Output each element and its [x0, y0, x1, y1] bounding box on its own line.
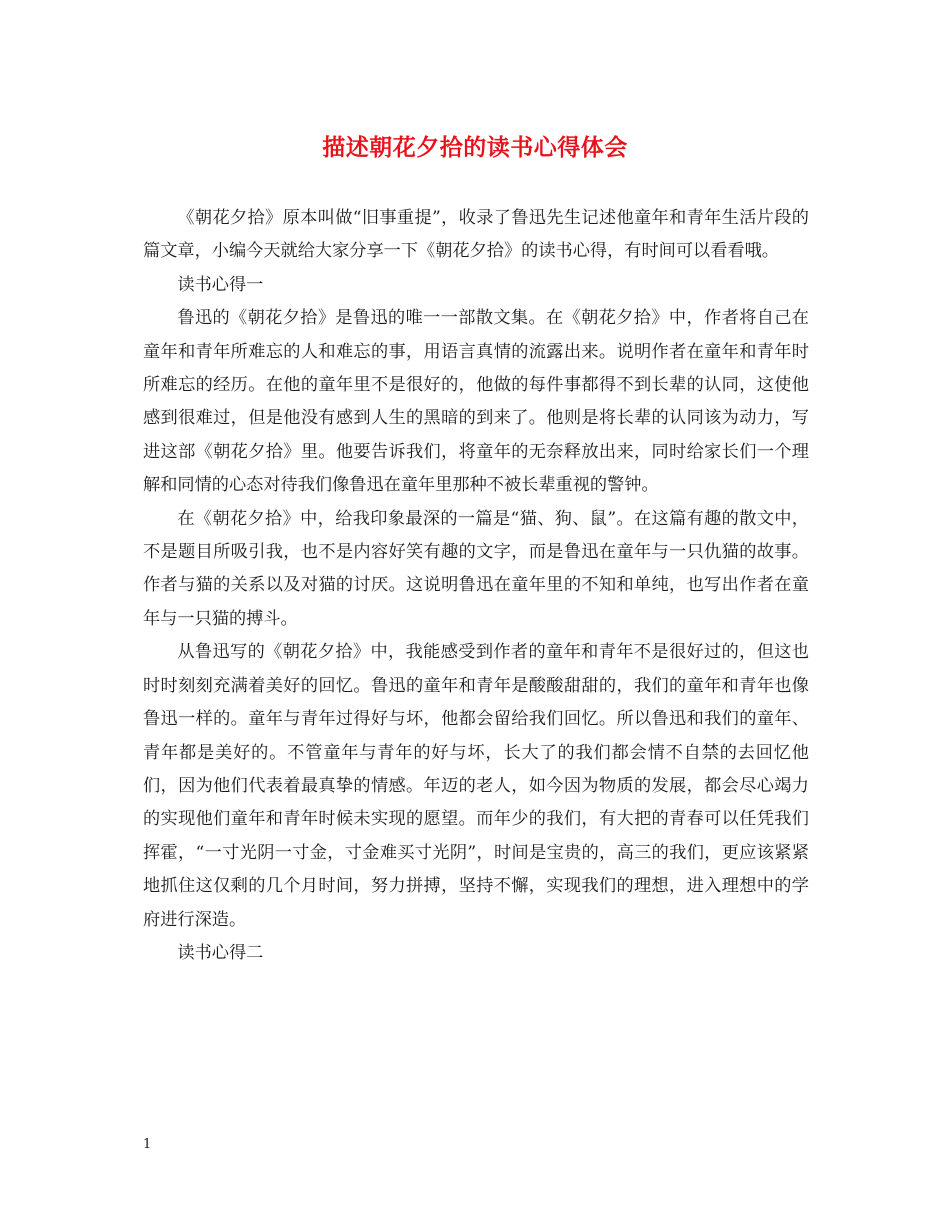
body-paragraph: 从鲁迅写的《朝花夕拾》中，我能感受到作者的童年和青年不是很好过的，但这也时时刻刻充满着美好的回忆。鲁迅的童年和青年是酸酸甜甜的，我们的童年和青年也像鲁迅一样的。童年与青年过得好与坏，他都会留给我们回忆。所以鲁迅和我们的童年、青年都是美好的。不管童年与青年的好与坏，长大了的我们都会情不自禁的去回忆他们，因为他们代表着最真挚的情感。年迈的老人，如今因为物质的发展，都会尽心竭力的实现他们童年和青年时候未实现的愿望。而年少的我们，有大把的青春可以任凭我们挥霍，“一寸光阴一寸金，寸金难买寸光阴”，时间是宝贵的，高三的我们，更应该紧紧地抓住这仅剩的几个月时间，努力拼搏，坚持不懈，实现我们的理想，进入理想中的学府进行深造。	[143, 642, 809, 930]
body-paragraph: 鲁迅的《朝花夕拾》是鲁迅的唯一一部散文集。在《朝花夕拾》中，作者将自己在童年和青年所难忘的人和难忘的事，用语言真情的流露出来。说明作者在童年和青年时所难忘的经历。在他的童年里不是很好的，他做的每件事都得不到长辈的认同，这使他感到很难过，但是他没有感到人生的黑暗的到来了。他则是将长辈的认同该为动力，写进这部《朝花夕拾》里。他要告诉我们，将童年的无奈释放出来，同时给家长们一个理解和同情的心态对待我们像鲁迅在童年里那种不被长辈重视的警钟。	[143, 308, 809, 496]
document-title: 描述朝花夕拾的读书心得体会	[322, 134, 628, 161]
page-number: 1	[143, 1137, 152, 1152]
body-paragraph: 在《朝花夕拾》中，给我印象最深的一篇是“猫、狗、鼠”。在这篇有趣的散文中，不是题目所吸引我，也不是内容好笑有趣的文字，而是鲁迅在童年与一只仇猫的故事。作者与猫的关系以及对猫的讨厌。这说明鲁迅在童年里的不知和单纯，也写出作者在童年与一只猫的搏斗。	[143, 508, 809, 629]
section-heading-two: 读书心得二	[177, 942, 264, 963]
section-heading-one: 读书心得一	[177, 274, 264, 295]
intro-paragraph: 《朝花夕拾》原本叫做“旧事重提”，收录了鲁迅先生记述他童年和青年生活片段的篇文章，小编今天就给大家分享一下《朝花夕拾》的读书心得，有时间可以看看哦。	[143, 208, 809, 262]
document-body	[143, 202, 809, 970]
